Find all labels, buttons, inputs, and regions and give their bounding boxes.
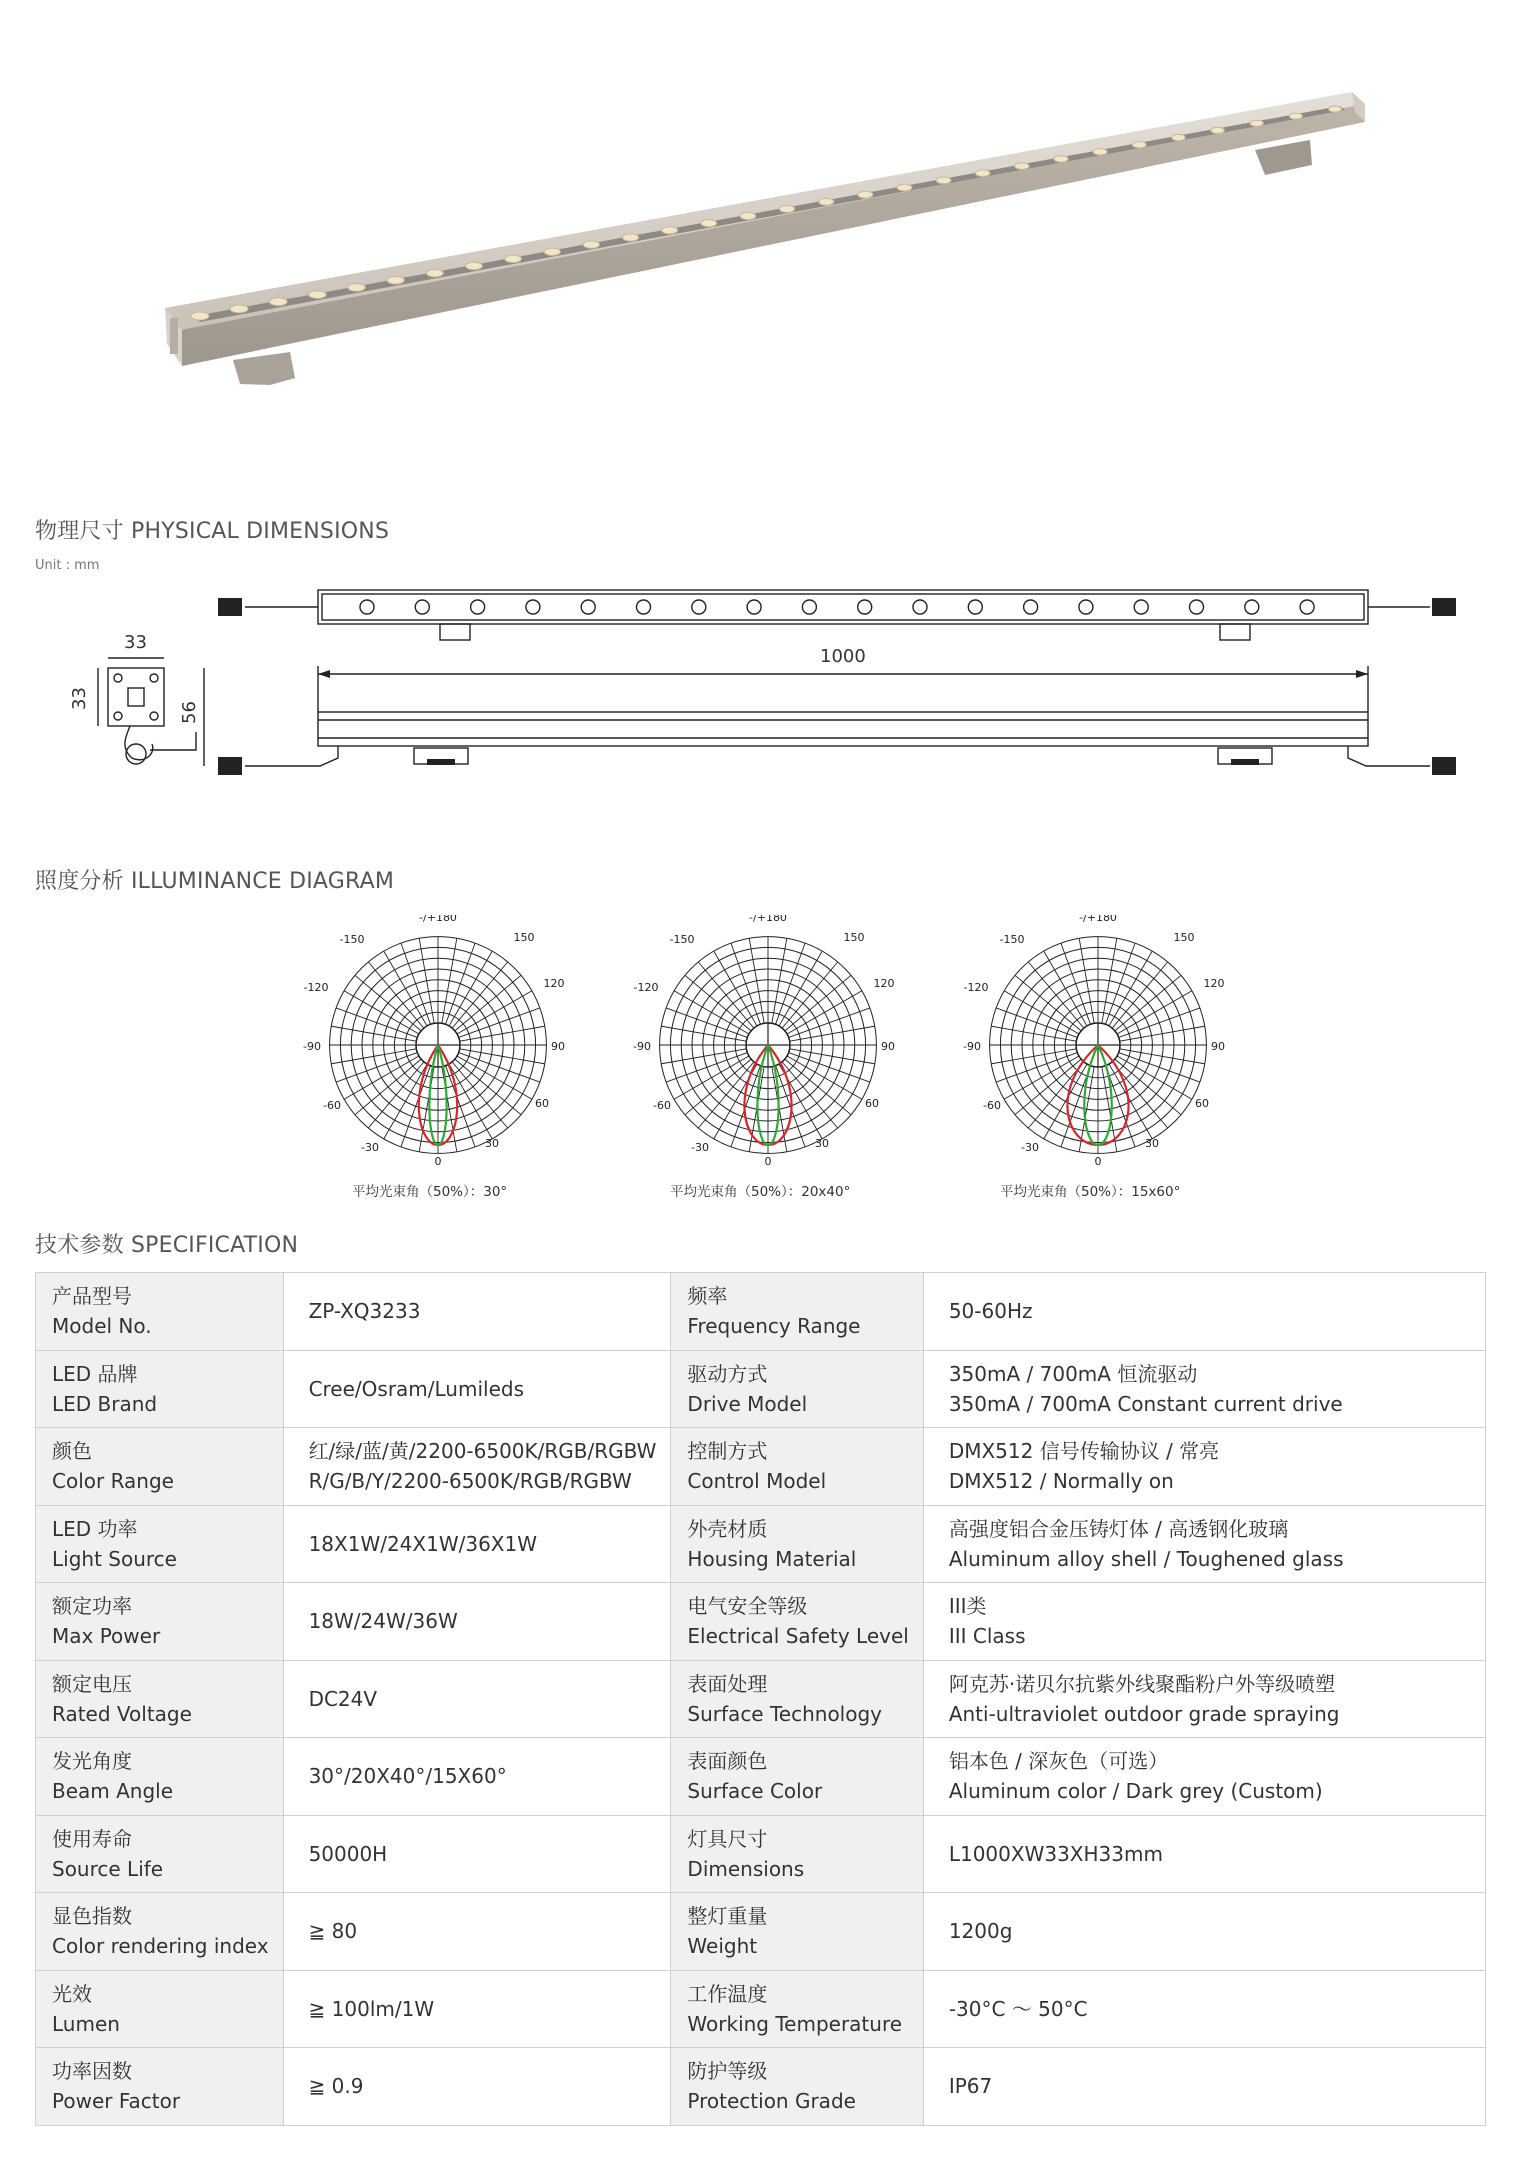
polar-spoke [1061, 944, 1090, 1025]
spec-value-right-line1: 阿克苏·诺贝尔抗紫外线聚酯粉户外等级喷塑 [948, 1671, 1336, 1696]
spec-label-cn: 光效 [52, 1981, 92, 2006]
spec-label-en: Max Power [52, 1624, 161, 1649]
spec-value-right [923, 1273, 1485, 1351]
spec-row [36, 1893, 1486, 1971]
spec-label-right [671, 1738, 923, 1816]
led-dot [269, 298, 287, 306]
spec-row [36, 1428, 1486, 1506]
polar-spoke [332, 1026, 417, 1041]
spec-label-cn: 功率因数 [52, 2059, 132, 2084]
led-hole [581, 600, 595, 614]
spec-label-right-cn: 表面处理 [687, 1671, 768, 1696]
spec-value-right-line1: 350mA / 700mA 恒流驱动 [948, 1361, 1198, 1386]
polar-diagram-2 [618, 915, 918, 1175]
spec-value-line1: ≧ 80 [308, 1919, 358, 1944]
spec-label [36, 1660, 284, 1738]
spec-row [36, 1815, 1486, 1893]
polar-spoke [401, 1066, 430, 1147]
specification-title: 技术参数 SPECIFICATION [35, 1233, 299, 1258]
led-dot [1172, 134, 1186, 140]
spec-value [283, 2048, 671, 2126]
spec-value-line1: Cree/Osram/Lumileds [308, 1376, 525, 1401]
polar-angle-label: 150 [843, 931, 865, 944]
polar-diagram-3 [948, 915, 1248, 1175]
led-dot [1289, 113, 1302, 119]
spec-value-right [923, 1350, 1485, 1428]
polar-spoke [1079, 939, 1094, 1024]
dim-length-label: 1000 [820, 646, 866, 667]
polar-spoke [997, 1053, 1078, 1082]
spec-value-right-line1: -30°C ～ 50°C [948, 1996, 1088, 2021]
spec-label-cn: 额定功率 [52, 1594, 132, 1619]
spec-label-en: Color Range [52, 1469, 174, 1494]
led-dot [740, 213, 756, 220]
spec-value-right-line1: IP67 [948, 2074, 993, 2099]
polar-spoke [401, 944, 430, 1025]
led-hole [1190, 600, 1204, 614]
spec-row [36, 1505, 1486, 1583]
spec-label-cn: LED 功率 [52, 1516, 138, 1541]
spec-label-right [671, 1505, 923, 1583]
spec-row [36, 1660, 1486, 1738]
polar-angle-label: -150 [339, 933, 365, 946]
spec-label-cn: 发光角度 [52, 1749, 132, 1774]
led-hole [858, 600, 872, 614]
led-dot [819, 198, 834, 205]
spec-label-right-en: Protection Grade [687, 2089, 856, 2114]
spec-value-line1: 18X1W/24X1W/36X1W [308, 1531, 537, 1556]
polar-spoke [662, 1049, 747, 1064]
led-dot [975, 170, 990, 177]
spec-label-right-en: Weight [687, 1934, 758, 1959]
spec-label-right-en: Housing Material [687, 1546, 857, 1571]
spec-label-right-en: Dimensions [687, 1856, 805, 1881]
spec-label-en: Beam Angle [52, 1779, 174, 1804]
polar-angle-label: 30 [1145, 1137, 1159, 1150]
spec-row [36, 1738, 1486, 1816]
spec-label-right [671, 1970, 923, 2048]
polar-angle-label: 0 [764, 1155, 772, 1168]
polar-spoke [731, 1066, 760, 1147]
led-dot [1211, 127, 1225, 133]
led-hole [968, 600, 982, 614]
spec-value-right-line2: Anti-ultraviolet outdoor grade spraying [948, 1701, 1340, 1726]
spec-value-line1: ≧ 0.9 [308, 2074, 364, 2099]
spec-label [36, 1505, 284, 1583]
polar-angle-label: -60 [323, 1099, 341, 1112]
spec-label-cn: 产品型号 [52, 1284, 132, 1309]
led-hole [913, 600, 927, 614]
polar-angle-label: -60 [653, 1099, 671, 1112]
spec-value-right [923, 1970, 1485, 2048]
illuminance-title: 照度分析 ILLUMINANCE DIAGRAM [35, 869, 395, 894]
polar-spoke [776, 944, 805, 1025]
polar-spoke [337, 1053, 418, 1082]
led-hole [692, 600, 706, 614]
polar-angle-label: -90 [303, 1040, 321, 1053]
polar-angle-label: -30 [1021, 1141, 1039, 1154]
led-dot [897, 184, 912, 191]
spec-value-line1: 红/绿/蓝/黄/2200-6500K/RGB/RGBW [308, 1439, 657, 1464]
polar-angle-label: 150 [1173, 931, 1195, 944]
spec-label-right [671, 1815, 923, 1893]
led-dot [1329, 106, 1342, 112]
spec-value-right-line2: Aluminum color / Dark grey (Custom) [948, 1779, 1323, 1804]
spec-label-right [671, 1350, 923, 1428]
physical-dimensions-title: 物理尺寸 PHYSICAL DIMENSIONS [35, 519, 390, 544]
polar-angle-label: -/+180 [419, 915, 457, 924]
dimension-drawing [0, 570, 1525, 810]
spec-label-right [671, 1660, 923, 1738]
spec-value [283, 1738, 671, 1816]
spec-label-right [671, 1428, 923, 1506]
spec-value [283, 1428, 671, 1506]
spec-label-right-en: Control Model [687, 1469, 827, 1494]
spec-value-right [923, 1893, 1485, 1971]
polar-spoke [459, 1008, 540, 1037]
spec-label-right-cn: 整灯重量 [687, 1904, 768, 1929]
polar-spoke [419, 939, 434, 1024]
led-dot [466, 262, 483, 270]
led-dot [544, 248, 560, 255]
polar-spoke [332, 1049, 417, 1064]
polar-angle-label: -150 [669, 933, 695, 946]
polar-angle-label: -/+180 [1079, 915, 1117, 924]
polar-angle-label: -150 [999, 933, 1025, 946]
spec-label [36, 1893, 284, 1971]
led-hole [802, 600, 816, 614]
polar-spoke [1102, 939, 1117, 1024]
spec-label [36, 1738, 284, 1816]
led-dot [1250, 120, 1263, 126]
led-dot [348, 284, 365, 292]
beam-caption-3: 平均光束角（50%）：15x60° [1000, 1184, 1181, 1200]
spec-label-cn: 显色指数 [52, 1904, 132, 1929]
polar-spoke [459, 1053, 540, 1082]
spec-label-right [671, 2048, 923, 2126]
spec-value-right-line1: 高强度铝合金压铸灯体 / 高透钢化玻璃 [948, 1516, 1289, 1541]
led-hole [1134, 600, 1148, 614]
polar-angle-label: 30 [485, 1137, 499, 1150]
polar-diagram-1 [288, 915, 588, 1175]
spec-value [283, 1970, 671, 2048]
spec-value-right-line1: 铝本色 / 深灰色（可选） [948, 1749, 1169, 1774]
spec-value [283, 1350, 671, 1428]
spec-value-right [923, 2048, 1485, 2126]
spec-label-right [671, 1273, 923, 1351]
spec-label-right-cn: 外壳材质 [687, 1516, 768, 1541]
spec-label-right-cn: 频率 [687, 1284, 728, 1309]
polar-angle-label: 0 [1094, 1155, 1102, 1168]
led-hole [526, 600, 540, 614]
beam-caption-2: 平均光束角（50%）：20x40° [670, 1184, 851, 1200]
spec-value [283, 1583, 671, 1661]
spec-label [36, 1428, 284, 1506]
led-dot [936, 177, 951, 184]
spec-value-right-line2: 350mA / 700mA Constant current drive [948, 1391, 1343, 1416]
led-hole [1024, 600, 1038, 614]
spec-row [36, 1970, 1486, 2048]
polar-angle-label: 60 [535, 1097, 549, 1110]
spec-value [283, 1815, 671, 1893]
polar-spoke [667, 1053, 748, 1082]
polar-angle-label: 120 [873, 977, 895, 990]
polar-spoke [997, 1008, 1078, 1037]
spec-label-cn: 额定电压 [52, 1671, 132, 1696]
spec-label [36, 1970, 284, 2048]
polar-spoke [446, 944, 475, 1025]
polar-angle-label: -120 [303, 981, 329, 994]
unit-note: Unit : mm [35, 558, 100, 573]
polar-angle-label: 90 [881, 1040, 895, 1053]
polar-spoke [337, 1008, 418, 1037]
led-hole [471, 600, 485, 614]
spec-value-line1: DC24V [308, 1686, 378, 1711]
led-dot [191, 312, 209, 320]
polar-spoke [662, 1026, 747, 1041]
polar-angle-label: -60 [983, 1099, 1001, 1112]
spec-value-line2: R/G/B/Y/2200-6500K/RGB/RGBW [308, 1469, 632, 1494]
spec-label-en: Light Source [52, 1546, 177, 1571]
polar-spoke [749, 939, 764, 1024]
spec-label-right-cn: 控制方式 [687, 1439, 768, 1464]
spec-label [36, 1583, 284, 1661]
polar-angle-label: -120 [633, 981, 659, 994]
spec-value-right-line1: III类 [948, 1594, 987, 1619]
spec-label [36, 2048, 284, 2126]
spec-value-right-line1: 1200g [948, 1919, 1013, 1944]
spec-value-line1: 30°/20X40°/15X60° [308, 1764, 507, 1789]
polar-angle-label: 90 [1211, 1040, 1225, 1053]
led-dot [426, 269, 443, 277]
polar-spoke [667, 1008, 748, 1037]
polar-spoke [790, 1026, 875, 1041]
led-dot [387, 276, 404, 284]
spec-label-cn: 使用寿命 [52, 1826, 132, 1851]
spec-label-cn: 颜色 [52, 1439, 92, 1464]
spec-label-en: Rated Voltage [52, 1701, 192, 1726]
led-hole [360, 600, 374, 614]
led-dot [309, 291, 326, 299]
polar-angle-label: 120 [1203, 977, 1225, 990]
polar-angle-label: 0 [434, 1155, 442, 1168]
polar-spoke [446, 1066, 475, 1147]
led-hole [415, 600, 429, 614]
spec-value-right [923, 1505, 1485, 1583]
spec-row [36, 1350, 1486, 1428]
spec-label-right-en: Drive Model [687, 1391, 808, 1416]
polar-spoke [442, 939, 457, 1024]
polar-spoke [1120, 1026, 1205, 1041]
spec-table [35, 1272, 1486, 2126]
spec-label-right [671, 1583, 923, 1661]
spec-value-right [923, 1583, 1485, 1661]
spec-label-right-cn: 灯具尺寸 [687, 1826, 768, 1851]
led-dot [230, 305, 248, 313]
product-photo [0, 0, 1525, 480]
spec-value [283, 1893, 671, 1971]
polar-spoke [992, 1049, 1077, 1064]
polar-spoke [789, 1008, 870, 1037]
spec-label-right-en: Surface Technology [687, 1701, 883, 1726]
polar-angle-label: -120 [963, 981, 989, 994]
spec-label [36, 1350, 284, 1428]
dim-height-label: 33 [68, 687, 90, 710]
spec-value [283, 1660, 671, 1738]
polar-angle-label: -90 [633, 1040, 651, 1053]
dim-side-height-label: 56 [178, 701, 200, 724]
polar-spoke [992, 1026, 1077, 1041]
spec-label-en: Model No. [52, 1314, 152, 1339]
led-hole [1079, 600, 1093, 614]
spec-value [283, 1273, 671, 1351]
spec-label-en: Color rendering index [52, 1934, 269, 1959]
polar-angle-label: 60 [1195, 1097, 1209, 1110]
spec-value-line1: 18W/24W/36W [308, 1609, 458, 1634]
led-dot [858, 191, 873, 198]
polar-spoke [776, 1066, 805, 1147]
spec-label [36, 1815, 284, 1893]
spec-value-right-line1: 50-60Hz [948, 1299, 1033, 1324]
spec-row [36, 1583, 1486, 1661]
led-dot [1054, 156, 1068, 162]
spec-label-right-en: Frequency Range [687, 1314, 861, 1339]
spec-label-right-en: Surface Color [687, 1779, 823, 1804]
spec-label-right [671, 1893, 923, 1971]
polar-angle-label: 30 [815, 1137, 829, 1150]
beam-caption-1: 平均光束角（50%）：30° [352, 1184, 508, 1200]
spec-label [36, 1273, 284, 1351]
polar-angle-label: -30 [361, 1141, 379, 1154]
led-dot [1015, 163, 1029, 170]
led-hole [1245, 600, 1259, 614]
spec-value-right-line2: III Class [948, 1624, 1026, 1649]
spec-label-en: Power Factor [52, 2089, 181, 2114]
led-hole [1300, 600, 1314, 614]
spec-value-right [923, 1738, 1485, 1816]
spec-value [283, 1505, 671, 1583]
spec-value-line1: 50000H [308, 1841, 388, 1866]
spec-label-right-cn: 电气安全等级 [687, 1594, 808, 1619]
polar-angle-label: 120 [543, 977, 565, 990]
polar-angle-label: 60 [865, 1097, 879, 1110]
polar-spoke [1119, 1053, 1200, 1082]
polar-spoke [731, 944, 760, 1025]
polar-spoke [772, 939, 787, 1024]
dim-width-label: 33 [124, 632, 147, 653]
spec-value-right-line2: DMX512 / Normally on [948, 1469, 1174, 1494]
spec-value-right [923, 1428, 1485, 1506]
spec-label-right-cn: 驱动方式 [687, 1361, 768, 1386]
spec-value-right-line1: L1000XW33XH33mm [948, 1841, 1163, 1866]
spec-value-line1: ≧ 100lm/1W [308, 1996, 435, 2021]
led-dot [1132, 142, 1146, 148]
polar-angle-label: 90 [551, 1040, 565, 1053]
polar-angle-label: -/+180 [749, 915, 787, 924]
spec-label-right-en: Working Temperature [687, 2011, 903, 2036]
polar-spoke [1106, 944, 1135, 1025]
polar-spoke [790, 1049, 875, 1064]
spec-label-en: Source Life [52, 1856, 164, 1881]
led-dot [622, 234, 638, 241]
spec-label-right-cn: 工作温度 [687, 1981, 768, 2006]
spec-row [36, 1273, 1486, 1351]
spec-label-right-cn: 防护等级 [687, 2059, 768, 2084]
polar-angle-label: 150 [513, 931, 535, 944]
polar-spoke [789, 1053, 870, 1082]
led-hole [637, 600, 651, 614]
spec-label-right-cn: 表面颜色 [687, 1749, 768, 1774]
led-hole [747, 600, 761, 614]
spec-value-line1: ZP-XQ3233 [308, 1299, 421, 1324]
polar-spoke [460, 1026, 545, 1041]
polar-spoke [1119, 1008, 1200, 1037]
spec-value-right [923, 1815, 1485, 1893]
spec-value-right [923, 1660, 1485, 1738]
led-dot [1093, 149, 1107, 155]
spec-label-cn: LED 品牌 [52, 1361, 138, 1386]
spec-row [36, 2048, 1486, 2126]
spec-label-en: LED Brand [52, 1391, 158, 1416]
led-dot [505, 255, 522, 262]
polar-angle-label: -30 [691, 1141, 709, 1154]
polar-spoke [1120, 1049, 1205, 1064]
led-dot [701, 220, 717, 227]
led-dot [583, 241, 599, 248]
led-dot [662, 227, 678, 234]
spec-value-right-line2: Aluminum alloy shell / Toughened glass [948, 1546, 1344, 1571]
spec-label-right-en: Electrical Safety Level [687, 1624, 909, 1649]
spec-value-right-line1: DMX512 信号传输协议 / 常亮 [948, 1439, 1220, 1464]
spec-label-en: Lumen [52, 2011, 120, 2036]
polar-spoke [460, 1049, 545, 1064]
led-dot [779, 205, 794, 212]
polar-angle-label: -90 [963, 1040, 981, 1053]
